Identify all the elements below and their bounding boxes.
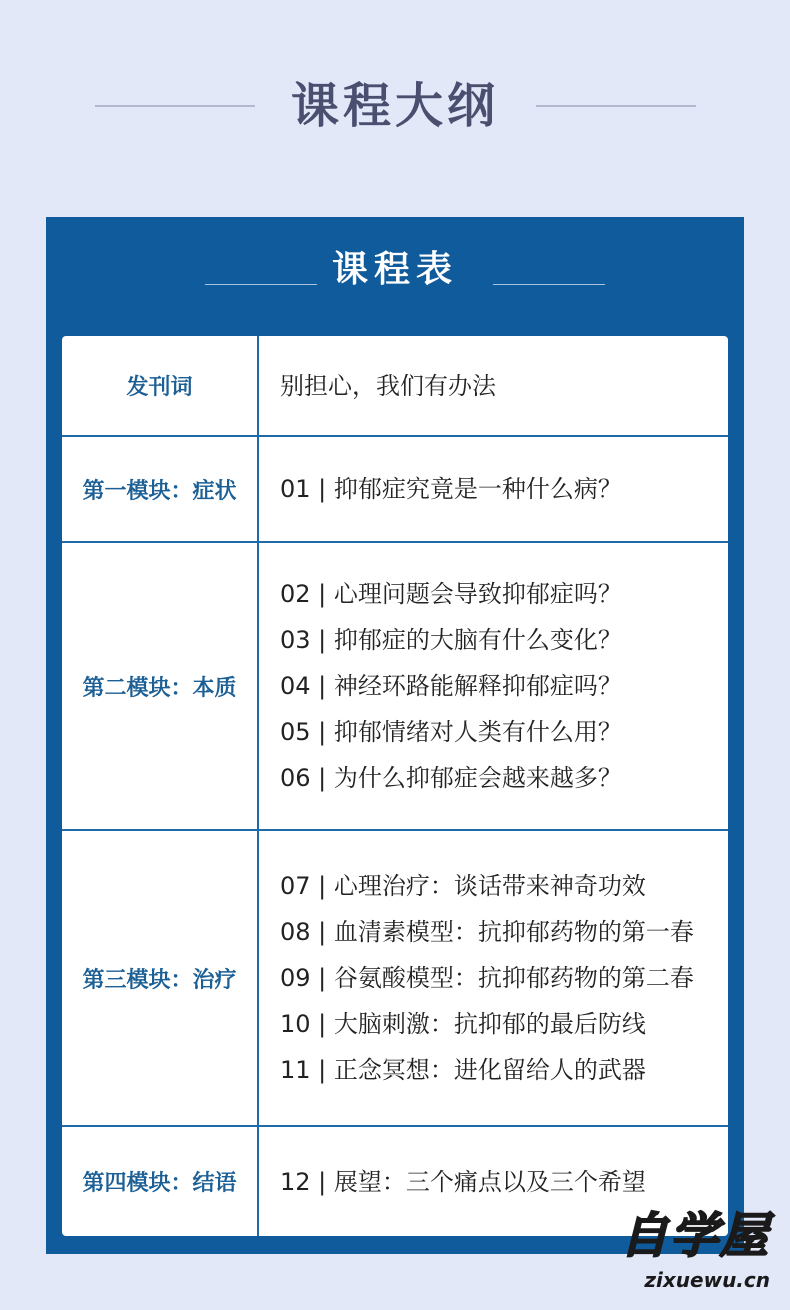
row-content: [280, 543, 622, 829]
schedule-panel: [46, 217, 744, 1254]
row-content: [280, 831, 694, 1125]
page-title: 课程大纲: [290, 78, 499, 134]
row-label: 第四模块：结语: [62, 1127, 259, 1236]
lesson-item: 01 | 抑郁症究竟是一种什么病？: [280, 475, 622, 503]
table-row-intro: [62, 336, 728, 437]
lesson-item: 别担心，我们有办法: [280, 371, 496, 400]
panel-title: 课程表: [331, 249, 458, 290]
row-content: [280, 336, 496, 435]
lesson-item: 11 | 正念冥想：进化留给人的武器: [280, 1056, 646, 1084]
row-content: [280, 1127, 646, 1236]
lesson-item: 12 | 展望：三个痛点以及三个希望: [280, 1167, 646, 1196]
lesson-item: 04 | 神经环路能解释抑郁症吗？: [280, 672, 622, 700]
row-content: [280, 437, 622, 541]
header-divider-right: [536, 105, 696, 107]
lesson-item: 10 | 大脑刺激：抗抑郁的最后防线: [280, 1010, 646, 1038]
schedule-table: [62, 336, 728, 1236]
panel-title-bar: [46, 237, 744, 297]
site-watermark: [608, 1208, 778, 1298]
watermark-url: zixuewu.cn: [644, 1268, 770, 1292]
table-row-module-3: [62, 831, 728, 1127]
row-label: 第三模块：治疗: [62, 831, 259, 1125]
table-row-module-1: [62, 437, 728, 543]
lesson-item: 06 | 为什么抑郁症会越来越多？: [280, 764, 622, 792]
table-row-module-2: [62, 543, 728, 831]
panel-divider-right: [493, 284, 605, 285]
lesson-item: 02 | 心理问题会导致抑郁症吗？: [280, 580, 622, 608]
lesson-item: 09 | 谷氨酸模型：抗抑郁药物的第二春: [280, 964, 694, 992]
lesson-item: 05 | 抑郁情绪对人类有什么用？: [280, 718, 622, 746]
page-header: [0, 62, 790, 152]
lesson-item: 07 | 心理治疗：谈话带来神奇功效: [280, 872, 646, 900]
row-label: 第二模块：本质: [62, 543, 259, 829]
row-label: 第一模块：症状: [62, 437, 259, 541]
lesson-item: 03 | 抑郁症的大脑有什么变化？: [280, 626, 622, 654]
lesson-item: 08 | 血清素模型：抗抑郁药物的第一春: [280, 918, 694, 946]
watermark-logo: 自学屋: [619, 1208, 770, 1264]
row-label: 发刊词: [62, 336, 259, 435]
